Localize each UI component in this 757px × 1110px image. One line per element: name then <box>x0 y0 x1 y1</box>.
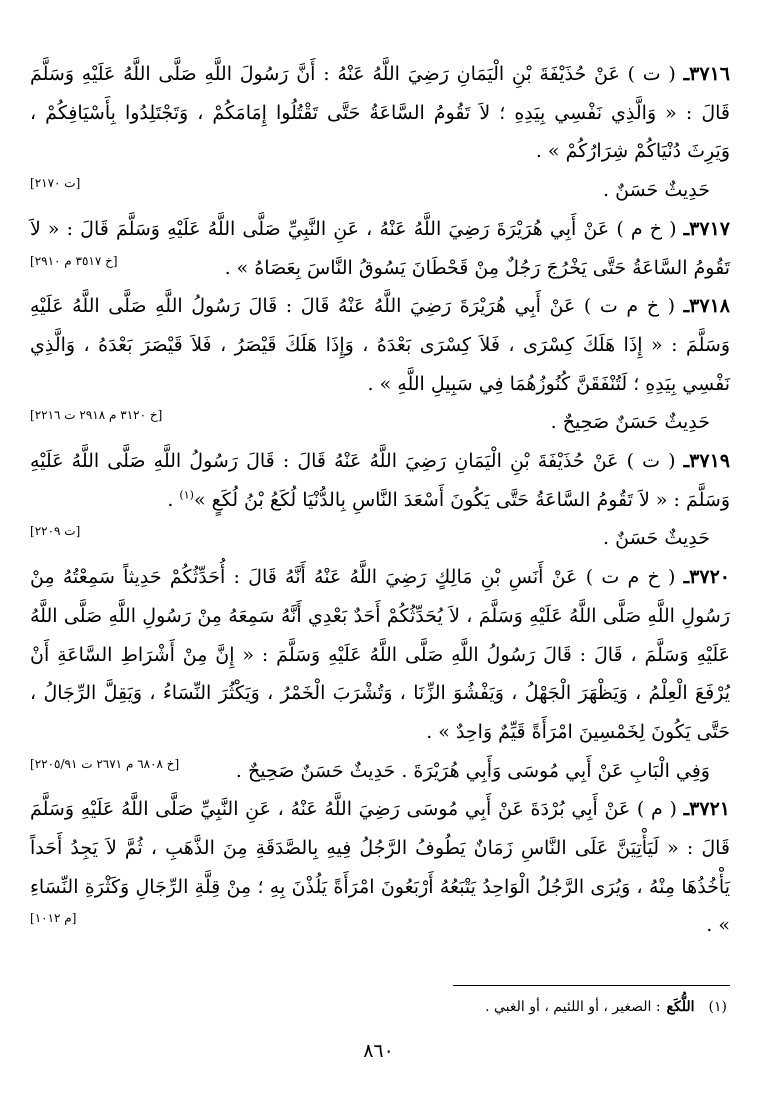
hadith-grade: حَدِيثٌ حَسَنٌ صَحِيحٌ . <box>550 411 710 434</box>
hadith-grade: حَدِيثٌ حَسَنٌ . <box>603 527 710 550</box>
grade-row <box>30 171 730 210</box>
hadith-grade: حَدِيثٌ حَسَنٌ . <box>603 179 710 202</box>
hadith-body: ( ت ) عَنْ حُذَيْفَةَ بْنِ الْيَمَانِ رَضِيَ اللَّهُ عَنْهُ قَالَ : قَالَ رَسُولُ اللَّهِ صَلَّى اللَّهُ عَلَيْهِ وَسَلَّمَ : « لاَ تَقُومُ السَّاعَةُ حَتَّى يَكُونَ أَسْعَدَ النَّاسِ بِالدُّنْيَا لُكَعُ بْنُ لُكَعٍ » <box>30 450 730 511</box>
hadith-body: ( م ) عَنْ أَبِي بُرْدَةَ عَنْ أَبِي مُوسَى رَضِيَ اللَّهُ عَنْهُ ، عَنِ النَّبِيِّ صَلَّى اللَّهُ عَلَيْهِ وَسَلَّمَ قَالَ : « لَيَأْتِيَنَّ عَلَى النَّاسِ زَمَانٌ يَطُوفُ الرَّجُلُ فِيهِ بِالصَّدَقَةِ مِنَ الذَّهَبِ ، ثُمَّ لاَ يَجِدُ أَحَداً يَأْخُذُهَا مِنْهُ ، وَيُرَى الرَّجُلُ الْوَاحِدُ يَتْبَعُهُ أَرْبَعُونَ امْرَأَةً يَلُذْنَ بِهِ ؛ مِنْ قِلَّةِ الرِّجَالِ وَكَثْرَةِ النِّسَاءِ » . <box>30 798 730 937</box>
hadith-grade: وَفِي الْبَابِ عَنْ أَبِي مُوسَى وَأَبِي هُرَيْرَةَ . حَدِيثٌ حَسَنٌ صَحِيحٌ . <box>235 759 710 782</box>
hadith-number: ٣٧١٧ـ <box>683 217 730 240</box>
hadith-body: ( خ م ت ) عَنْ أَبِي هُرَيْرَةَ رَضِيَ اللَّهُ عَنْهُ قَالَ : قَالَ رَسُولُ اللَّهِ صَلَّى اللَّهُ عَلَيْهِ وَسَلَّمَ : « إِذَا هَلَكَ كِسْرَى ، فَلاَ كِسْرَى بَعْدَهُ ، وَإِذَا هَلَكَ قَيْصَرُ ، فَلاَ قَيْصَرَ بَعْدَهُ ، وَالَّذِي نَفْسِي بِيَدِهِ ؛ لَتُنْفَقَنَّ كُنُوزُهُمَا فِي سَبِيلِ اللَّهِ » . <box>30 295 730 395</box>
hadith-reference: [ت ٢١٧٠] <box>30 176 81 191</box>
hadith-number: ٣٧٢٠ـ <box>683 566 730 589</box>
hadith-reference: [م ١٠١٢] <box>30 911 77 926</box>
hadith-reference: [خ ٣٥١٧ م ٢٩١٠] <box>30 253 118 268</box>
grade-row <box>30 249 730 288</box>
hadith-entry <box>30 287 730 403</box>
grade-row <box>30 906 730 945</box>
footnote-number: (١) <box>708 999 727 1015</box>
hadith-number: ٣٧٢١ـ <box>683 798 730 821</box>
hadith-body: ( خ م ) عَنْ أَبِي هُرَيْرَةَ رَضِيَ اللَّهُ عَنْهُ ، عَنِ النَّبِيِّ صَلَّى اللَّهُ عَلَيْهِ وَسَلَّمَ قَالَ : « لاَ تَقُومُ السَّاعَةُ حَتَّى يَخْرُجَ رَجُلٌ مِنْ قَحْطَانَ يَسُوقُ النَّاسَ بِعَصَاهُ » . <box>30 217 730 279</box>
page-number: ٨٦٠ <box>363 1040 394 1062</box>
hadith-entry <box>30 442 730 519</box>
hadith-number: ٣٧١٦ـ <box>683 63 730 85</box>
hadith-entry <box>30 55 730 171</box>
hadith-number: ٣٧١٨ـ <box>683 295 730 318</box>
hadith-entry <box>30 558 730 752</box>
hadith-number: ٣٧١٩ـ <box>683 450 730 472</box>
hadith-body: ( ت ) عَنْ حُذَيْفَةَ بْنِ الْيَمَانِ رَضِيَ اللَّهُ عَنْهُ : أَنَّ رَسُولَ اللَّهِ صَلَّى اللَّهُ عَلَيْهِ وَسَلَّمَ قَالَ : « وَالَّذِي نَفْسِي بِيَدِهِ ؛ لاَ تَقُومُ السَّاعَةُ حَتَّى تَقْتُلُوا إِمَامَكُمْ ، وَتَجْتَلِدُوا بِأَسْيَافِكُمْ ، وَيَرِثَ دُنْيَاكُمْ شِرَارُكُمْ » . <box>30 63 730 163</box>
footnote-divider <box>453 985 730 986</box>
hadith-body-end: . <box>167 488 180 511</box>
grade-row <box>30 403 730 442</box>
footnote-marker: (١) <box>179 488 194 502</box>
footnote <box>227 996 727 1018</box>
footnote-definition: : الصغير ، أو اللئيم ، أو الغبي . <box>485 999 661 1015</box>
footnote-term: اللُّكَع <box>666 999 695 1015</box>
hadith-reference: [خ ٦٨٠٨ م ٢٦٧١ ت ٢٢٠٥/٩١] <box>30 756 180 771</box>
grade-row <box>30 519 730 558</box>
hadith-text-block <box>30 55 730 945</box>
grade-row <box>30 752 730 791</box>
hadith-reference: [ت ٢٢٠٩] <box>30 524 81 539</box>
hadith-reference: [خ ٣١٢٠ م ٢٩١٨ ت ٢٢١٦] <box>30 408 163 423</box>
hadith-body: ( خ م ت ) عَنْ أَنَسِ بْنِ مَالِكٍ رَضِيَ اللَّهُ عَنْهُ أَنَّهُ قَالَ : أُحَدِّثُكُمْ حَدِيثاً سَمِعْتُهُ مِنْ رَسُولِ اللَّهِ صَلَّى اللَّهُ عَلَيْهِ وَسَلَّمَ ، لاَ يُحَدِّثُكُمْ أَحَدٌ بَعْدِي أَنَّهُ سَمِعَهُ مِنْ رَسُولِ اللَّهِ صَلَّى اللَّهُ عَلَيْهِ وَسَلَّمَ ، قَالَ : قَالَ رَسُولُ اللَّهِ صَلَّى اللَّهُ عَلَيْهِ وَسَلَّمَ : « إِنَّ مِنْ أَشْرَاطِ السَّاعَةِ أَنْ يُرْفَعَ الْعِلْمُ ، وَيَظْهَرَ الْجَهْلُ ، وَيَفْشُوَ الزِّنَا ، وَتُشْرَبَ الْخَمْرُ ، وَيَكْثُرَ النِّسَاءُ ، وَيَقِلَّ الرِّجَالُ ، حَتَّى يَكُونَ لِخَمْسِينَ امْرَأَةً قَيِّمٌ وَاحِدٌ » . <box>30 566 730 743</box>
